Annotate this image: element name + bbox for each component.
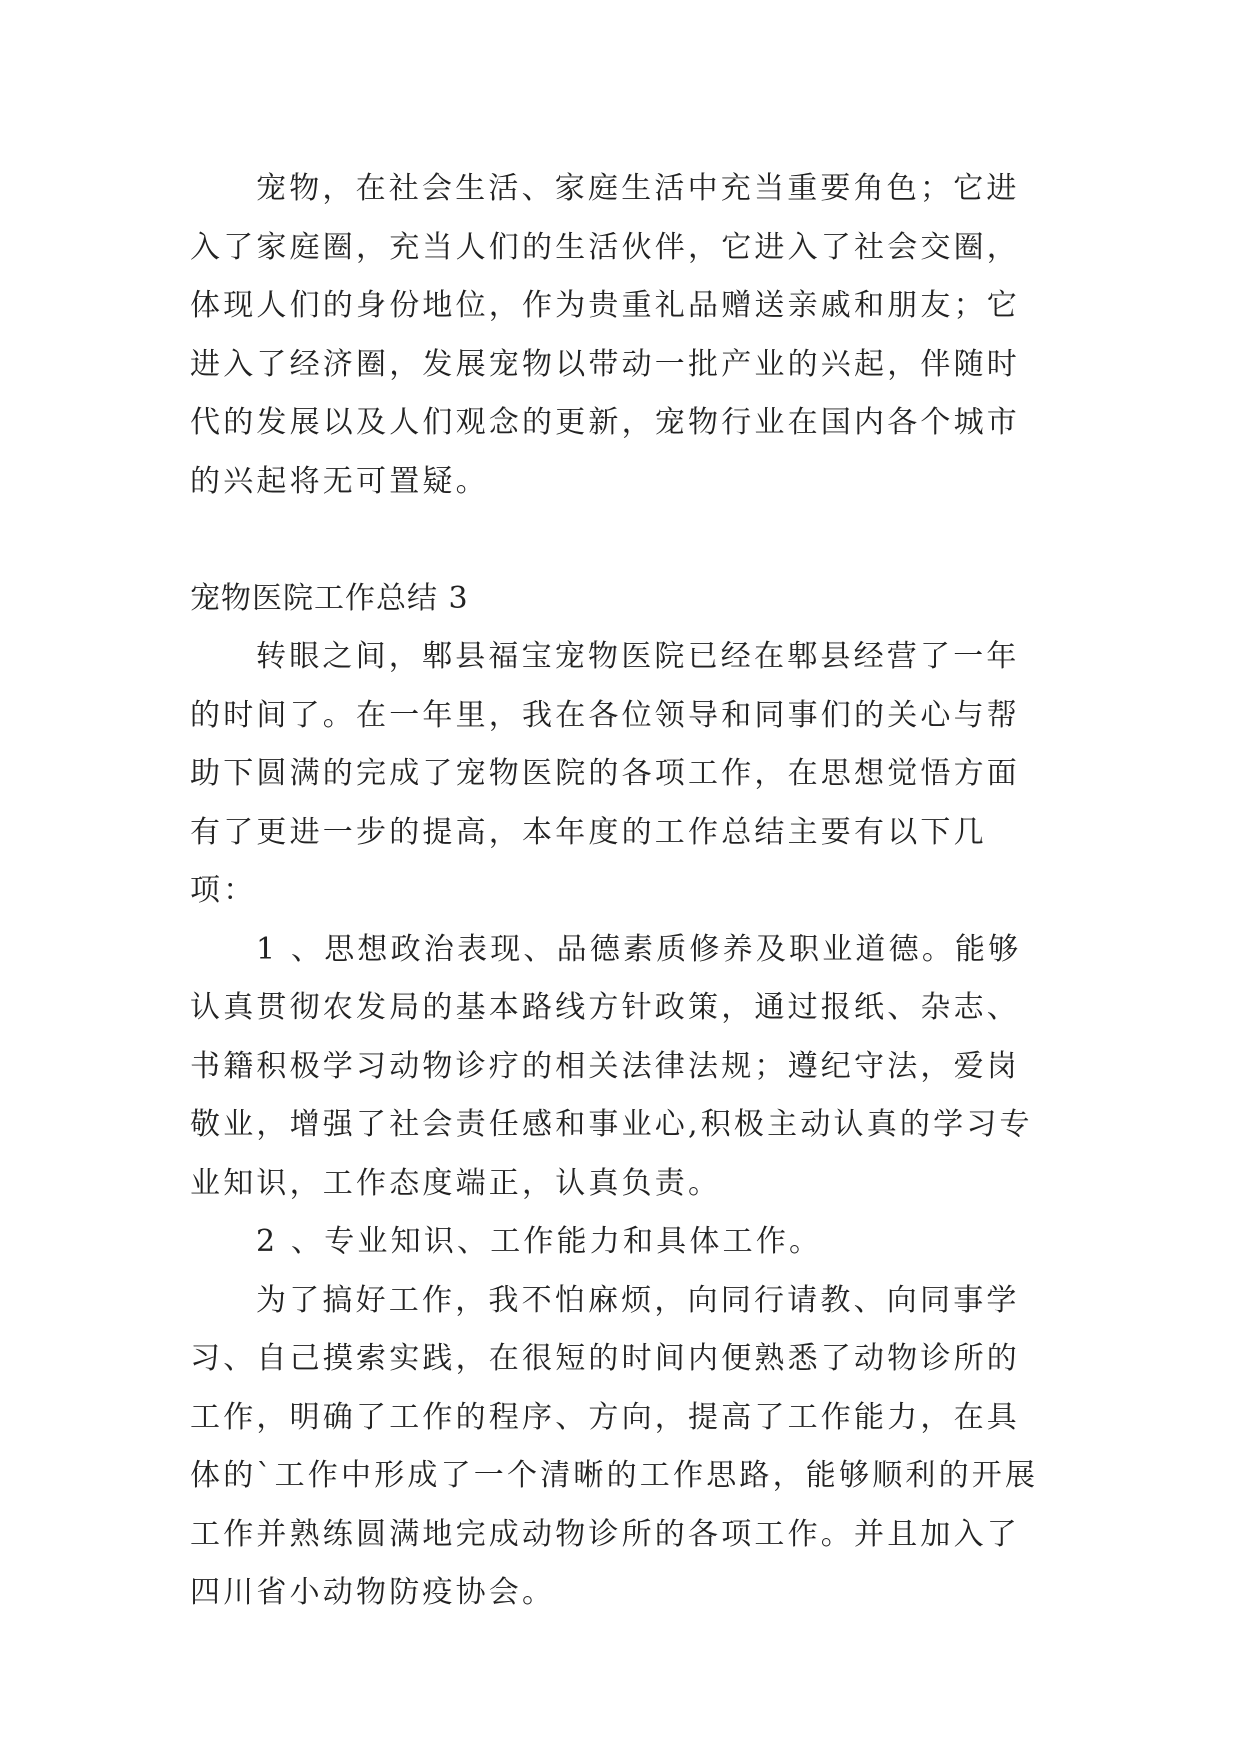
section-paragraph-item-2: 2 、专业知识、工作能力和具体工作。 — [256, 1224, 823, 1259]
section-paragraph-detail: 为了搞好工作，我不怕麻烦，向同行请教、向同事学习、自己摸索实践，在很短的时间内便熟悉了动物诊所的工作，明确了工作的程序、方向，提高了工作能力，在具体的`工作中形成了一个清晰的工作思路，能够顺利的开展工作并熟练圆满地完成动物诊所的各项工作。并且加入了四川省小动物防疫协会。 — [190, 1282, 1039, 1610]
section-paragraph-item-1: 1 、思想政治表现、品德素质修养及职业道德。能够认真贯彻农发局的基本路线方针政策，通过报纸、杂志、书籍积极学习动物诊疗的相关法律法规；遵纪守法，爱岗敬业，增强了社会责任感和事业心,积极主动认真的学习专业知识，工作态度端正，认真负责。 — [190, 931, 1033, 1201]
section-title: 宠物医院工作总结 3 — [190, 580, 469, 616]
document-body — [190, 160, 1052, 1623]
section-paragraph-opening: 转眼之间，郫县福宝宠物医院已经在郫县经营了一年的时间了。在一年里，我在各位领导和同事们的关心与帮助下圆满的完成了宠物医院的各项工作，在思想觉悟方面有了更进一步的提高，本年度的工作总结主要有以下几项： — [190, 639, 1020, 908]
intro-paragraph: 宠物，在社会生活、家庭生活中充当重要角色；它进入了家庭圈，充当人们的生活伙伴，它进入了社会交圈，体现人们的身份地位，作为贵重礼品赠送亲戚和朋友；它进入了经济圈，发展宠物以带动一批产业的兴起，伴随时代的发展以及人们观念的更新，宠物行业在国内各个城市的兴起将无可置疑。 — [190, 171, 1020, 499]
